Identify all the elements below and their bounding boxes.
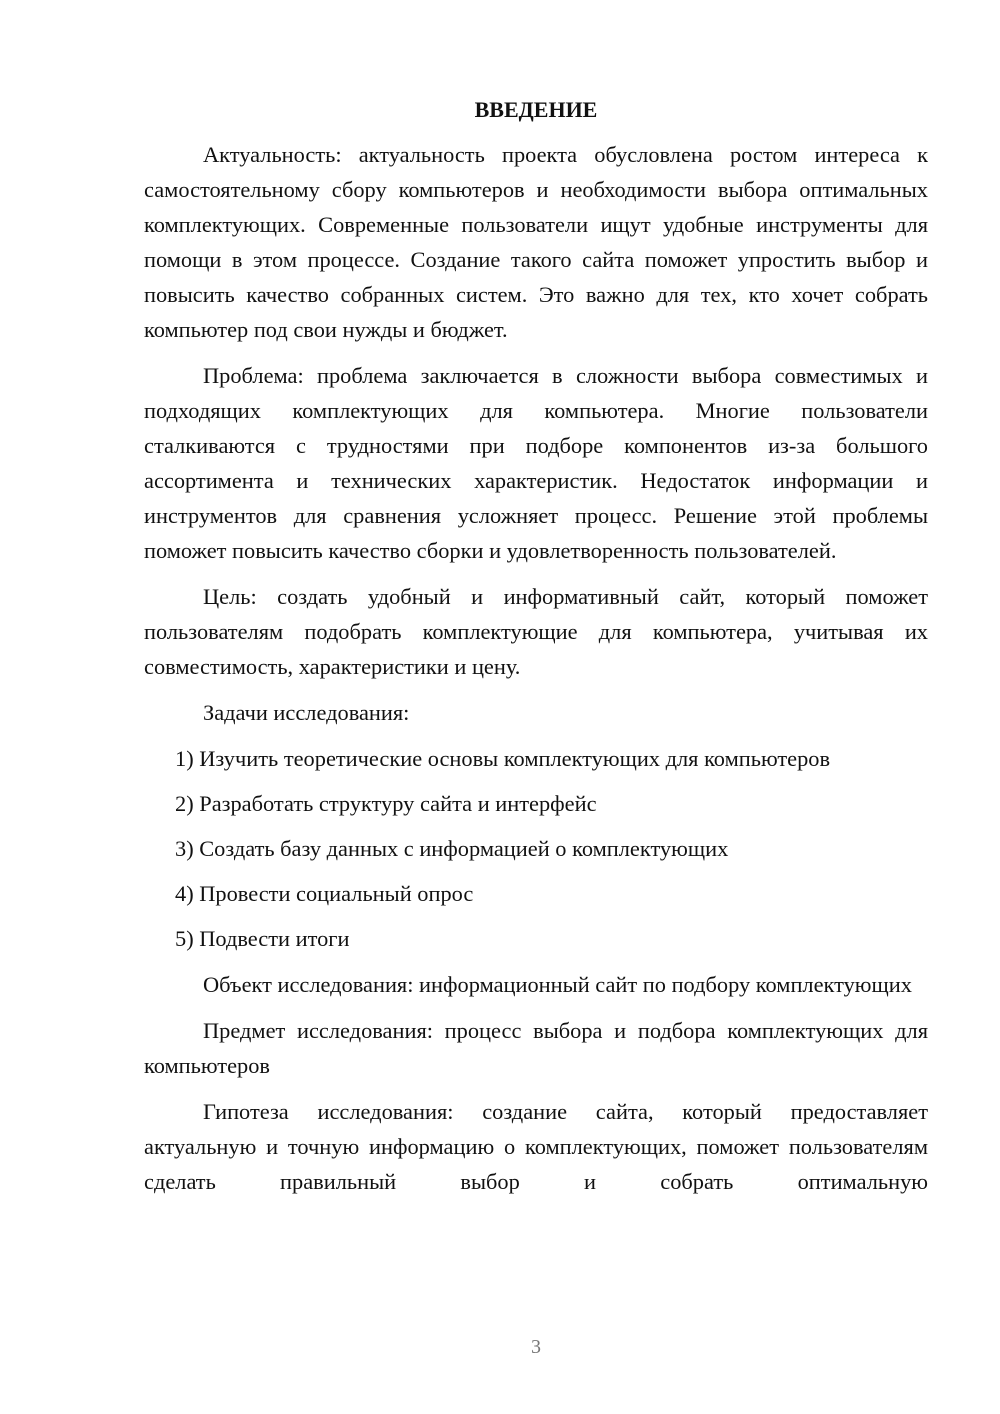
subject-paragraph: Предмет исследования: процесс выбора и подбора комплектующих для компьютеров (144, 1018, 928, 1078)
section-title: ВВЕДЕНИЕ (474, 97, 598, 122)
list-item: 1) Изучить теоретические основы комплектующих для компьютеров (175, 746, 831, 771)
list-item: 3) Создать базу данных с информацией о комплектующих (175, 836, 729, 861)
hypothesis-paragraph: Гипотеза исследования: создание сайта, который предоставляет актуальную и точную информацию о комплектующих, поможет пользователям сделать правильный выбор и собрать оптимальную (144, 1099, 928, 1194)
list-item: 5) Подвести итоги (175, 926, 350, 951)
page-number: 3 (531, 1336, 541, 1358)
tasks-list (144, 741, 928, 956)
list-item: 4) Провести социальный опрос (175, 881, 474, 906)
problem-paragraph: Проблема: проблема заключается в сложности выбора совместимых и подходящих комплектующих для компьютера. Многие пользователи сталкиваются с трудностями при подборе компонентов из-за большого ассортимента и технических характеристик. Недостаток информации и инструментов для сравнения усложняет процесс. Решение этой проблемы поможет повысить качество сборки и удовлетворенность пользователей. (144, 363, 928, 563)
tasks-heading: Задачи исследования: (203, 700, 410, 725)
goal-paragraph: Цель: создать удобный и информативный сайт, который поможет пользователям подобрать комплектующие для компьютера, учитывая их совместимость, характеристики и цену. (144, 584, 928, 679)
page-content (144, 96, 928, 1199)
object-paragraph: Объект исследования: информационный сайт по подбору комплектующих (203, 972, 912, 997)
list-item: 2) Разработать структуру сайта и интерфейс (175, 791, 597, 816)
relevance-paragraph: Актуальность: актуальность проекта обусловлена ростом интереса к самостоятельному сбору компьютеров и необходимости выбора оптимальных комплектующих. Современные пользователи ищут удобные инструменты для помощи в этом процессе. Создание такого сайта поможет упростить выбор и повысить качество собранных систем. Это важно для тех, кто хочет собрать компьютер под свои нужды и бюджет. (144, 142, 928, 342)
